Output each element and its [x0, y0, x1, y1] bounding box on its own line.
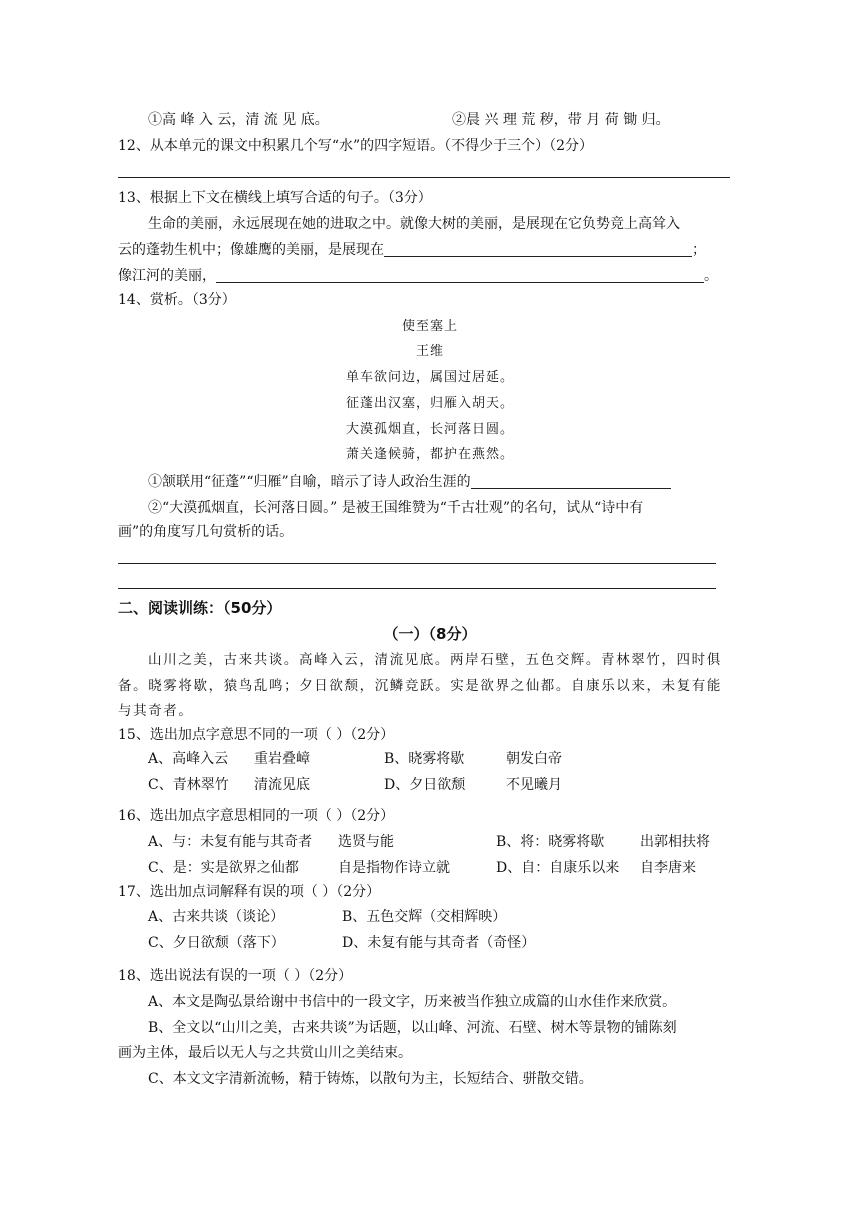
- q13-line-3-text: 像江河的美丽，: [118, 268, 216, 284]
- q13-line-2-end: ；: [692, 242, 706, 258]
- q15-option-b-compare: 朝发白帝: [506, 751, 562, 767]
- q18-option-c[interactable]: C、本文文字清新流畅，精于铸炼，以散句为主，长短结合、骈散交错。: [148, 1071, 593, 1087]
- q15-option-b[interactable]: B、晓雾将歇: [384, 751, 465, 767]
- question-15-title: 15、选出加点字意思不同的一项（ ）（2分）: [118, 727, 395, 743]
- q16-option-b-compare: 出郭相扶将: [640, 834, 710, 850]
- passage-line: 山川之美，古来共谈。高峰入云，清流见底。两岸石壁，五色交辉。青林翠竹，四时俱: [148, 652, 722, 668]
- q18-option-b-line-2: 画为主体，最后以无人与之共赏山川之美结束。: [118, 1045, 412, 1061]
- q13-line-1: 生命的美丽，永远展现在她的进取之中。就像大树的美丽，是展现在它负势竞上高耸入: [148, 216, 680, 232]
- q13-blank-1[interactable]: [384, 241, 692, 257]
- q13-blank-2[interactable]: [216, 267, 704, 283]
- q17-option-d[interactable]: D、未复有能与其奇者（奇怪）: [342, 935, 536, 951]
- question-18-title: 18、选出说法有误的一项（ ）（2分）: [118, 968, 353, 984]
- q11-option-2: ②晨 兴 理 荒 秽，带 月 荷 锄 归。: [452, 112, 670, 128]
- q16-option-d[interactable]: D、自：自康乐以来: [496, 860, 620, 876]
- q15-option-a-compare: 重岩叠嶂: [254, 751, 310, 767]
- poem-line: 单车欲问边，属国过居延。: [345, 370, 514, 385]
- q13-line-2: [118, 240, 706, 260]
- question-16-title: 16、选出加点字意思相同的一项（ ）（2分）: [118, 808, 395, 824]
- part-1-title: （一）（8分）: [383, 625, 477, 643]
- question-17-title: 17、选出加点词解释有误的项（ ）（2分）: [118, 884, 381, 900]
- q14-sub-1: [148, 472, 671, 492]
- q16-option-a-compare: 选贤与能: [338, 834, 394, 850]
- poem-line: 萧关逢候骑，都护在燕然。: [345, 447, 514, 462]
- question-12: 12、从本单元的课文中积累几个写“水”的四字短语。（不得少于三个）（2分）: [118, 138, 594, 154]
- poem-line: 征蓬出汉塞，归雁入胡天。: [345, 396, 514, 411]
- question-14-title: 14、赏析。（3分）: [118, 292, 236, 308]
- q14-sub-2-line-2: 画”的角度写几句赏析的话。: [118, 524, 294, 540]
- q18-option-a[interactable]: A、本文是陶弘景给谢中书信中的一段文字，历来被当作独立成篇的山水佳作来欣赏。: [148, 994, 677, 1010]
- q17-option-b[interactable]: B、五色交辉（交相辉映）: [342, 909, 507, 925]
- q17-option-a[interactable]: A、古来共谈（谈论）: [148, 909, 285, 925]
- q16-option-d-compare: 自李唐来: [640, 860, 696, 876]
- question-13-title: 13、根据上下文在横线上填写合适的句子。（3分）: [118, 190, 432, 206]
- q16-option-c[interactable]: C、是：实是欲界之仙都: [148, 860, 299, 876]
- passage-line: 与其奇者。: [118, 703, 194, 719]
- q14-sub-2-line-1: ②“大漠孤烟直，长河落日圆。” 是被王国维赞为“千古壮观”的名句，试从“诗中有: [148, 500, 644, 516]
- q16-option-b[interactable]: B、将：晓雾将歇: [496, 834, 605, 850]
- answer-line-q14-1[interactable]: [118, 563, 716, 564]
- q15-option-d[interactable]: D、夕日欲颓: [384, 777, 466, 793]
- section-2-title: 二、阅读训练：（50分）: [118, 599, 282, 617]
- q18-option-b-line-1[interactable]: B、全文以“山川之美，古来共谈”为话题，以山峰、河流、石壁、树木等景物的铺陈刻: [148, 1020, 677, 1036]
- q17-option-c[interactable]: C、夕日欲颓（落下）: [148, 935, 285, 951]
- q15-option-a[interactable]: A、高峰入云: [148, 751, 229, 767]
- answer-line-q14-2[interactable]: [118, 588, 716, 589]
- q13-line-3-end: 。: [704, 268, 718, 284]
- q15-option-d-compare: 不见曦月: [506, 777, 562, 793]
- q15-option-c[interactable]: C、青林翠竹: [148, 777, 229, 793]
- answer-line-q12[interactable]: [118, 177, 730, 178]
- q13-line-2-text: 云的蓬勃生机中；像雄鹰的美丽，是展现在: [118, 242, 384, 258]
- q14-sub-1-text: ①颔联用“征蓬”“归雁”自喻，暗示了诗人政治生涯的: [148, 474, 471, 490]
- q13-line-3: [118, 266, 718, 286]
- q11-option-1: ①高 峰 入 云，清 流 见 底。: [148, 112, 329, 128]
- poem-author: 王维: [415, 344, 444, 359]
- q16-option-c-compare: 自是指物作诗立就: [338, 860, 450, 876]
- poem-line: 大漠孤烟直，长河落日圆。: [345, 422, 514, 437]
- poem-title: 使至塞上: [401, 319, 458, 334]
- q14-blank-1[interactable]: [471, 473, 671, 489]
- q16-option-a[interactable]: A、与：未复有能与其奇者: [148, 834, 313, 850]
- passage-line: 备。晓雾将歇，猿鸟乱鸣；夕日欲颓，沉鳞竞跃。实是欲界之仙都。自康乐以来，未复有能: [118, 678, 722, 694]
- q15-option-c-compare: 清流见底: [254, 777, 310, 793]
